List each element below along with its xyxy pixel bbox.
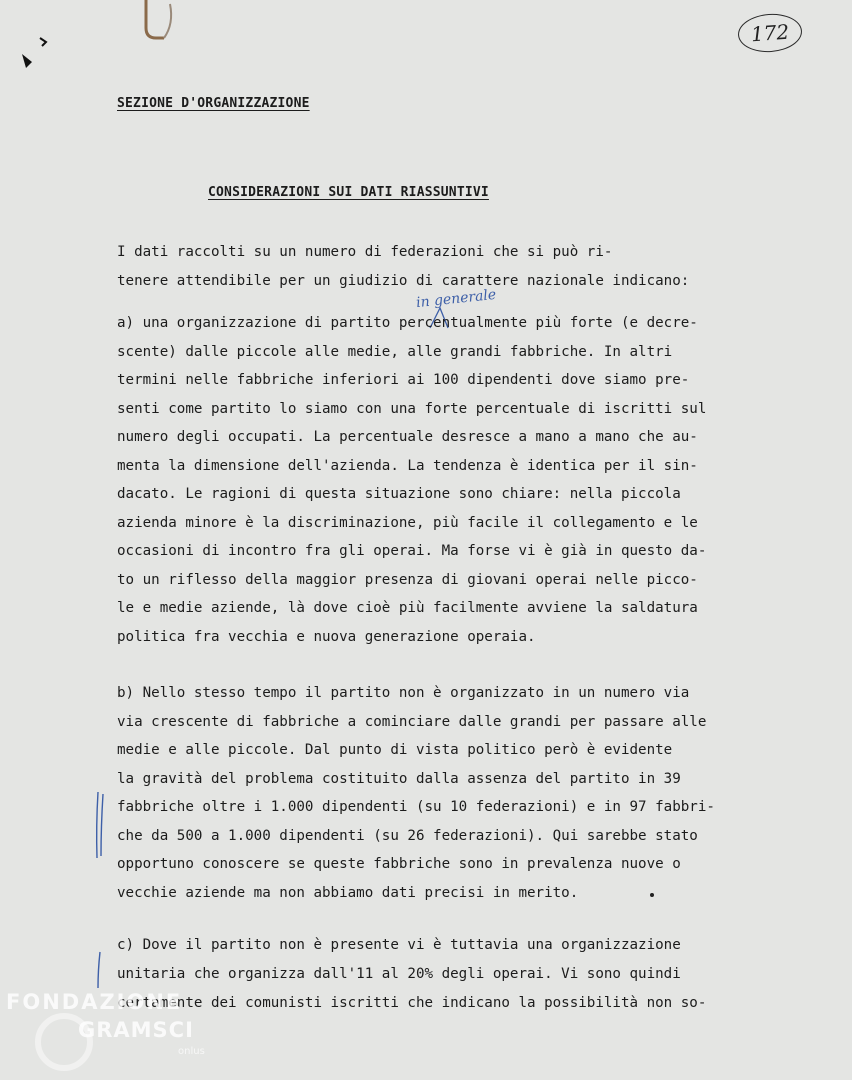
margin-single-bar-mark: [92, 950, 106, 990]
body-line: fabbriche oltre i 1.000 dipendenti (su 10 federazioni) e in 97 fabbri-: [117, 799, 715, 815]
body-line: medie e alle piccole. Dal punto di vista politico però è evidente: [117, 742, 673, 758]
body-line: I dati raccolti su un numero di federazioni che si può ri-: [117, 244, 613, 260]
body-line: c) Dove il partito non è presente vi è tuttavia una organizzazione: [117, 937, 681, 953]
body-line: unitaria che organizza dall'11 al 20% degli operai. Vi sono quindi: [117, 966, 681, 982]
watermark-text-line3: onlus: [178, 1046, 205, 1057]
margin-double-bar-mark: [90, 790, 110, 860]
watermark-text-line1: FONDAZIONE: [6, 990, 183, 1014]
body-line: certamente dei comunisti iscritti che indicano la possibilità non so-: [117, 995, 707, 1011]
body-line: politica fra vecchia e nuova generazione operaia.: [117, 629, 536, 645]
body-line: to un riflesso della maggior presenza di giovani operai nelle picco-: [117, 572, 698, 588]
watermark-text-line2: GRAMSCI: [78, 1018, 194, 1042]
document-title: CONSIDERAZIONI SUI DATI RIASSUNTIVI: [208, 185, 489, 200]
staple-mark: [140, 0, 178, 46]
body-line: numero degli occupati. La percentuale desresce a mano a mano che au-: [117, 429, 698, 445]
handwritten-annotation: in generale: [415, 286, 497, 312]
ink-dot: [650, 893, 654, 897]
body-line: le e medie aziende, là dove cioè più facilmente avviene la saldatura: [117, 600, 698, 616]
body-line: via crescente di fabbriche a cominciare dalle grandi per passare alle: [117, 714, 707, 730]
body-line: senti come partito lo siamo con una forte percentuale di iscritti sul: [117, 401, 707, 417]
body-line: azienda minore è la discriminazione, più facile il collegamento e le: [117, 515, 698, 531]
body-line: che da 500 a 1.000 dipendenti (su 26 federazioni). Qui sarebbe stato: [117, 828, 698, 844]
body-line: la gravità del problema costituito dalla assenza del partito in 39: [117, 771, 681, 787]
page-number-circled: 172: [737, 12, 803, 54]
body-line: tenere attendibile per un giudizio di carattere nazionale indicano:: [117, 273, 690, 289]
body-line: opportuno conoscere se queste fabbriche sono in prevalenza nuove o: [117, 856, 681, 872]
body-line: dacato. Le ragioni di questa situazione sono chiare: nella piccola: [117, 486, 681, 502]
body-line: occasioni di incontro fra gli operai. Ma forse vi è già in questo da-: [117, 543, 707, 559]
body-line: termini nelle fabbriche inferiori ai 100 dipendenti dove siamo pre-: [117, 372, 690, 388]
punch-hole-mark: [12, 34, 56, 76]
body-line: a) una organizzazione di partito percentualmente più forte (e decre-: [117, 315, 698, 331]
body-line: b) Nello stesso tempo il partito non è organizzato in un numero via: [117, 685, 690, 701]
body-line: scente) dalle piccole alle medie, alle grandi fabbriche. In altri: [117, 344, 673, 360]
section-title: SEZIONE D'ORGANIZZAZIONE: [117, 96, 310, 111]
body-line: menta la dimensione dell'azienda. La tendenza è identica per il sin-: [117, 458, 698, 474]
body-line: vecchie aziende ma non abbiamo dati precisi in merito.: [117, 885, 579, 901]
